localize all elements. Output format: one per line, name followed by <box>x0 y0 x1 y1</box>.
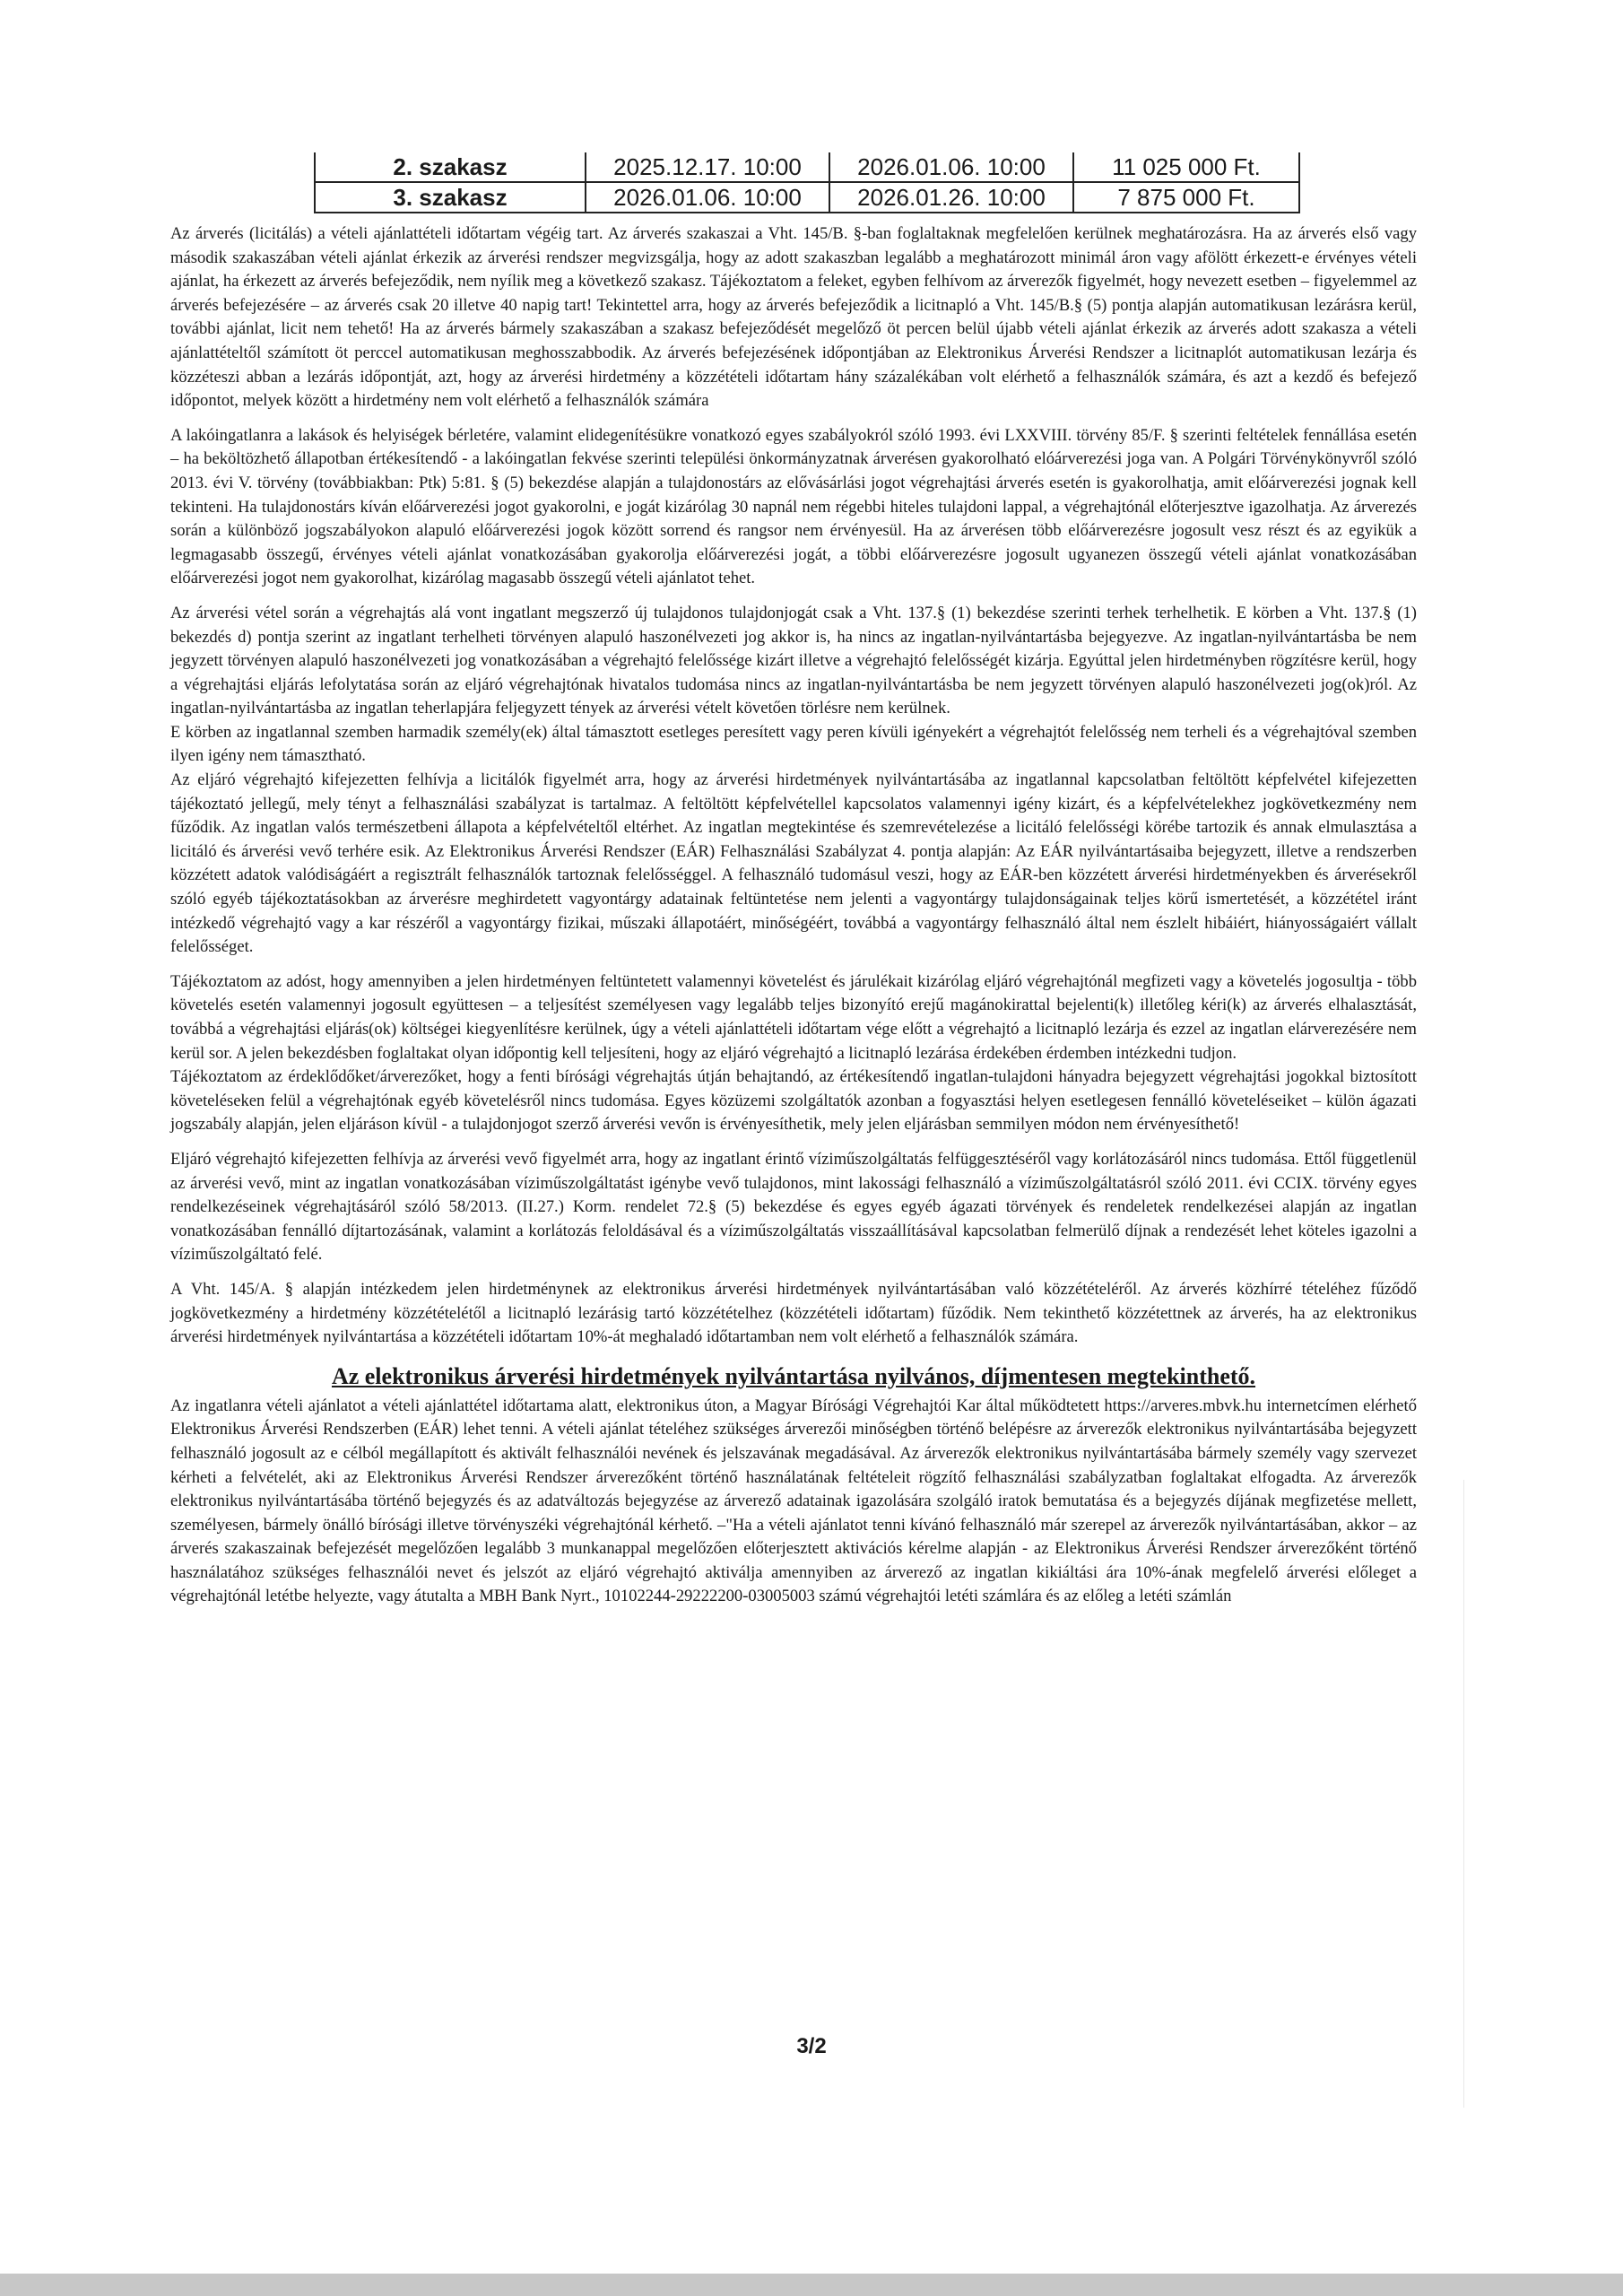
stage-min-price: 11 025 000 Ft. <box>1073 152 1299 182</box>
document-body <box>170 222 1417 1609</box>
paragraph-auction-stages: Az árverés (licitálás) a vételi ajánlattételi időtartam végéig tart. Az árverés szakaszai a Vht. 145/B. §-ban foglaltaknak megfelelően kerülnek meghatározásra. Ha az árverés első vagy második szakaszában vételi ajánlat érkezik az árverési rendszer megvizsgálja, hogy az adott szakaszban legalább a meghatározott minimál áron vagy afölött érkezett-e érvényes vételi ajánlat, ha érkezett az árverés befejeződik, nem nyílik meg a következő szakasz. Tájékoztatom a feleket, egyben felhívom az árverezők figyelmét, hogy nevezett esetben – figyelemmel az árverés befejezésére – az árverés csak 20 illetve 40 napig tart! Tekintettel arra, hogy az árverés befejeződik a licitnapló a Vht. 145/B.§ (5) pontja alapján automatikusan lezárásra kerül, további ajánlat, licit nem tehető! Ha az árverés bármely szakaszában a szakasz befejeződését megelőző öt percen belül újabb vételi ajánlat érkezik az árverés adott szakasza a vételi ajánlattételtől számított öt perccel automatikusan meghosszabbodik. Az árverés befejezésének időpontjában az Elektronikus Árverési Rendszer a licitnaplót automatikusan lezárja és közzéteszi abban a lezárás időpontját, azt, hogy az árverési hirdetmény a közzétételi időtartam hány százalékában volt elérhető a felhasználók számára, és azt a kezdő és befejező időpontot, melyek között a hirdetmény nem volt elérhető a felhasználók számára <box>170 224 1417 411</box>
stage-label: 2. szakasz <box>315 152 586 182</box>
stage-label: 3. szakasz <box>315 182 586 213</box>
scan-bottom-band <box>0 2274 1623 2296</box>
paragraph-utility-claims: Tájékoztatom az érdeklődőket/árverezőket, hogy a fenti bírósági végrehajtás útján behajtandó, az értékesítendő ingatlan-tulajdoni hányadra bejegyzett végrehajtási jogokkal biztosított követeléseken felül a végrehajtónak egyéb követelésről nincs tudomása. Egyes közüzemi szolgáltatók azonban a fogyasztási helyen esetlegesen fennálló követeléseiket – külön ágazati jogszabály alapján, jelen eljáráson kívül - a tulajdonjogot szerző árverési vevőn is érvényesíthetik, mely jelen eljárásban semmilyen módon nem érvényesíthető! <box>170 1067 1417 1135</box>
stage-start: 2025.12.17. 10:00 <box>586 152 829 182</box>
paragraph-water-service: Eljáró végrehajtó kifejezetten felhívja az árverési vevő figyelmét arra, hogy az ingatlant érintő víziműszolgáltatás felfüggesztéséről vagy korlátozásáról nincs tudomása. Ettől függetlenül az árverési vevő, mint az ingatlan vonatkozásában víziműszolgáltatást igénybe vevő tulajdonos, mint lakossági felhasználó a víziműszolgáltatásról szóló 2011. évi CCIX. törvény egyes rendelkezéseinek végrehajtásáról szóló 58/2013. (II.27.) Korm. rendelet 72.§ (5) bekezdése és egyes egyéb ágazati törvények és rendeletek rendelkezései alapján az ingatlan vonatkozásában fennálló díjtartozásának, valamint a korlátozás feloldásával és a víziműszolgáltatás visszaállításával kapcsolatban felmerülő díjnak a rendezését lehet köteles igazolni a víziműszolgáltató felé. <box>170 1149 1417 1265</box>
scan-artifact-line <box>1463 1480 1464 2108</box>
paragraph-debtor-notice: Tájékoztatom az adóst, hogy amennyiben a jelen hirdetményen feltüntetett valamennyi követelést és járulékait kizárólag eljáró végrehajtónál megfizeti vagy a követelés jogosultja - több követelés esetén valamennyi jogosult együttesen – a teljesítést személyesen vagy legalább teljes bizonyító erejű magánokirattal bejelenti(k) illetőleg kéri(k) az árverés elhalasztását, továbbá a végrehajtási eljárás(ok) költségei kiegyenlítésre kerülnek, úgy a vételi ajánlattételi időtartam vége előtt a végrehajtó a licitnapló lezárja és ezzel az ingatlan elárverezésére nem kerül sor. A jelen bekezdésben foglaltakat olyan időpontig kell teljesíteni, hogy az eljáró végrehajtó a licitnapló lezárása érdekében érdemben intézkedni tudjon. <box>170 971 1417 1063</box>
auction-stages-table <box>314 152 1300 213</box>
stage-start: 2026.01.06. 10:00 <box>586 182 829 213</box>
paragraph-photos-disclaimer: Az eljáró végrehajtó kifejezetten felhívja a licitálók figyelmét arra, hogy az árverési hirdetmények nyilvántartásába az ingatlannal kapcsolatban feltöltött képfelvétel kifejezetten tájékoztató jellegű, mely tényt a felhasználási szabályzat is tartalmaz. A feltöltött képfelvétellel kapcsolatos valamennyi igény kizárt, és a képfelvételekhez jogkövetkezmény nem fűződik. Az ingatlan valós természetbeni állapota a képfelvételtől eltérhet. Az ingatlan megtekintése és szemrevételezése a licitáló felelősségi körébe tartozik és annak elmulasztása a licitáló és árverési vevő terhére esik. Az Elektronikus Árverési Rendszer (EÁR) Felhasználási Szabályzat 4. pontja alapján: Az EÁR nyilvántartásaiba bejegyzett, illetve a rendszerben közzétett adatok valódiságáért a regisztrált felhasználók tartoznak felelősséggel. A felhasználó tudomásul veszi, hogy az EÁR-ben közzétett árverési hirdetményekben és árverésekről szóló egyéb tájékoztatásokban az árverésre meghirdetett vagyontárgy adatainak feltüntetése nem jelenti a vagyontárgy tulajdonságainak teljes körű ismertetését, a közzététel iránt intézkedő végrehajtó vagy a kar részéről a vagyontárgy fizikai, műszaki állapotáért, minőségéért, továbbá a vagyontárgy felhasználó által nem észlelt hibáiért, hiányosságaiért vállalt felelősséget. <box>170 770 1417 957</box>
page-number: 3/2 <box>796 2034 827 2058</box>
table-row <box>315 182 1299 213</box>
stage-end: 2026.01.06. 10:00 <box>829 152 1073 182</box>
paragraph-third-party-claims: E körben az ingatlannal szemben harmadik személy(ek) által támasztott esetleges peresített vagy peren kívüli igényekért a végrehajtót felelősség nem terheli és a végrehajtóval szemben ilyen igény nem támasztható. <box>170 722 1417 766</box>
paragraph-encumbrances: Az árverési vétel során a végrehajtás alá vont ingatlant megszerző új tulajdonos tulajdonjogát csak a Vht. 137.§ (1) bekezdése szerinti terhek terhelhetik. E körben a Vht. 137.§ (1) bekezdés d) pontja szerint az ingatlant terhelheti törvényen alapuló haszonélvezeti jog akkor is, ha nincs az ingatlan-nyilvántartásba bejegyezve. Az ingatlan-nyilvántartásba be nem jegyzett törvényen alapuló haszonélvezeti jog vonatkozásában a végrehajtó felelőssége kizárt illetve a végrehajtó felelősségét kizárja. Egyúttal jelen hirdetményben rögzítésre kerül, hogy a végrehajtási eljárás lefolytatása során az eljáró végrehajtónak hivatalos tudomása nincs az ingatlan-nyilvántartásba be nem jegyzett törvényen alapuló haszonélvezeti jog(ok)ról. Az ingatlan-nyilvántartásba az ingatlan teherlapjára feljegyzett tények az árverési vételt követően törlésre nem kerülnek. <box>170 603 1417 718</box>
stage-end: 2026.01.26. 10:00 <box>829 182 1073 213</box>
paragraph-preemption-rights: A lakóingatlanra a lakások és helyiségek bérletére, valamint elidegenítésükre vonatkozó egyes szabályokról szóló 1993. évi LXXVIII. törvény 85/F. § szerinti feltételek fennállása esetén – ha beköltözhető állapotban értékesítendő - a lakóingatlan fekvése szerinti települési önkormányzatnak árverésen gyakorolható elóárverezési joga van. A Polgári Törvénykönyvről szóló 2013. évi V. törvény (továbbiakban: Ptk) 5:81. § (5) bekezdése alapján a tulajdonostárs az elővásárlási jogot végrehajtási árverés esetén is gyakorolhatja, amit előárverezési jognak kell tekinteni. Ha tulajdonostárs kíván előárverezési jogot gyakorolni, e jogát kizárólag 30 napnál nem régebbi hiteles tulajdoni lappal, a végrehajtónál előterjesztve igazolhatja. Az árverezés során a különböző jogszabályokon alapuló előárverezési jogok között sorrend és rangsor nem érvényesül. Ha az árverésen több előárverezésre jogosult vesz részt és az egyikük a legmagasabb összegű, érvényes vételi ajánlat vonatkozásában gyakorolja előárverezési jogát, a többi előárverezésre jogosult ugyanezen összegű vételi ajánlat vonatkozásában előárverezési jogot nem gyakorolhat, kizárólag magasabb összegű vételi ajánlatot tehet. <box>170 425 1417 588</box>
section-heading: Az elektronikus árverési hirdetmények nyilvántartása nyilvános, díjmentesen megtekinthető. <box>331 1362 1256 1389</box>
table-row <box>315 152 1299 182</box>
paragraph-bidding-procedure: Az ingatlanra vételi ajánlatot a vételi ajánlattétel időtartama alatt, elektronikus úton, a Magyar Bírósági Végrehajtói Kar által működtetett https://arveres.mbvk.hu internetcímen elérhető Elektronikus Árverési Rendszerben (EÁR) lehet tenni. A vételi ajánlat tételéhez szükséges árverezői minőségben történő belépésre az árverezők elektronikus nyilvántartásába bejegyzett felhasználó jogosult az e célból megállapított és aktivált felhasználói nevének és jelszavának megadásával. Az árverezők elektronikus nyilvántartásába bármely személy vagy szervezet kérheti a felvételét, aki az Elektronikus Árverési Rendszer árverezőként történő használatának feltételeit rögzítő felhasználási szabályzatban foglaltakat elfogadta. Az árverezők elektronikus nyilvántartásába történő bejegyzés és az adatváltozás bejegyzése az árverező adatainak igazolására szolgáló iratok bemutatása és a bejegyzés díjának megfizetése mellett, személyesen, bármely önálló bírósági illetve törvényszéki végrehajtónál kérhető. –"Ha a vételi ajánlatot tenni kívánó felhasználó már szerepel az árverezők nyilvántartásában, akkor – az árverés szakaszainak befejezését megelőzően legalább 3 munkanappal megelőzően előterjesztett aktivációs kérelme alapján - az Elektronikus Árverési Rendszer árverezőként történő használatához szükséges felhasználói nevet és jelszót az eljáró végrehajtó aktiválja amennyiben az árverező az ingatlan kikiáltási ára 10%-ának megfelelő árverési előleget a végrehajtónál letétbe helyezte, vagy átutalta a MBH Bank Nyrt., 10102244-29222200-03005003 számú végrehajtói letéti számlára és az előleg a letéti számlán <box>170 1396 1417 1606</box>
paragraph-publication: A Vht. 145/A. § alapján intézkedem jelen hirdetménynek az elektronikus árverési hirdetmények nyilvántartásában való közzétételéről. Az árverés közhírré tételéhez fűződő jogkövetkezmény a hirdetmény közzétételétől a licitnapló lezárásig tartó közzétételhez (közzétételi időtartam) fűződik. Nem tekinthető közzétettnek az árverés, ha az elektronikus árverési hirdetmények nyilvántartása a közzétételi időtartam 10%-át meghaladó időtartamban nem volt elérhető a felhasználók számára. <box>170 1279 1417 1347</box>
stage-min-price: 7 875 000 Ft. <box>1073 182 1299 213</box>
